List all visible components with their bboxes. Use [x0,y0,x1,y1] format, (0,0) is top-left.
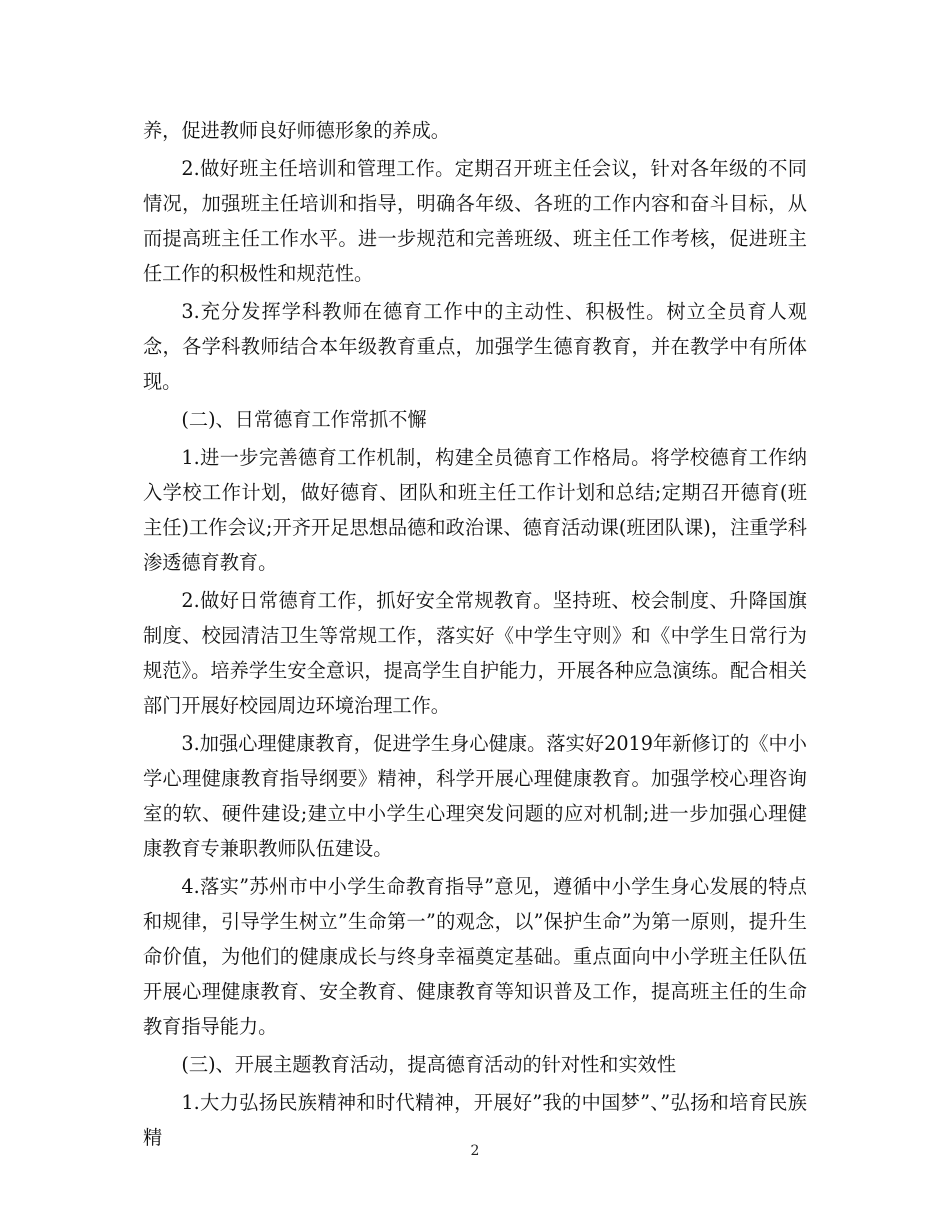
paragraph-4: 1.进一步完善德育工作机制，构建全员德育工作格局。将学校德育工作纳入学校工作计划，做好德育、团队和班主任工作计划和总结;定期召开德育(班主任)工作会议;开齐开足思想品德和政治课、德育活动课(班团队课)，注重学科渗透德育教育。 [143,446,807,574]
paragraph-5: 2.做好日常德育工作，抓好安全常规教育。坚持班、校会制度、升降国旗制度、校园清洁卫生等常规工作，落实好《中学生守则》和《中学生日常行为规范》。培养学生安全意识，提高学生自护能力，开展各种应急演练。配合相关部门开展好校园周边环境治理工作。 [143,589,807,717]
page-number: 2 [470,1143,480,1159]
paragraph-3: 3.充分发挥学科教师在德育工作中的主动性、积极性。树立全员育人观念，各学科教师结合本年级教育重点，加强学生德育教育，并在教学中有所体现。 [143,300,807,393]
paragraph-8: 1.大力弘扬民族精神和时代精神，开展好”我的中国梦”、”弘扬和培育民族精 [143,1091,807,1149]
paragraph-2: 2.做好班主任培训和管理工作。定期召开班主任会议，针对各年级的不同情况，加强班主任培训和指导，明确各年级、各班的工作内容和奋斗目标，从而提高班主任工作水平。进一步规范和完善班级、班主任工作考核，促进班主任工作的积极性和规范性。 [143,157,807,285]
section-heading-3: (三)、开展主题教育活动，提高德育活动的针对性和实效性 [181,1053,677,1076]
document-body [143,113,807,1158]
paragraph-1: 养，促进教师良好师德形象的养成。 [143,119,450,142]
paragraph-6: 3.加强心理健康教育，促进学生身心健康。落实好2019年新修订的《中小学心理健康教育指导纲要》精神，科学开展心理健康教育。加强学校心理咨询室的软、硬件建设;建立中小学生心理突发问题的应对机制;进一步加强心理健康教育专兼职教师队伍建设。 [143,732,807,860]
paragraph-7: 4.落实”苏州市中小学生命教育指导”意见，遵循中小学生身心发展的特点和规律，引导学生树立”生命第一”的观念，以”保护生命”为第一原则，提升生命价值，为他们的健康成长与终身幸福奠定基础。重点面向中小学班主任队伍开展心理健康教育、安全教育、健康教育等知识普及工作，提高班主任的生命教育指导能力。 [143,875,807,1038]
section-heading-2: (二)、日常德育工作常抓不懈 [181,408,427,431]
